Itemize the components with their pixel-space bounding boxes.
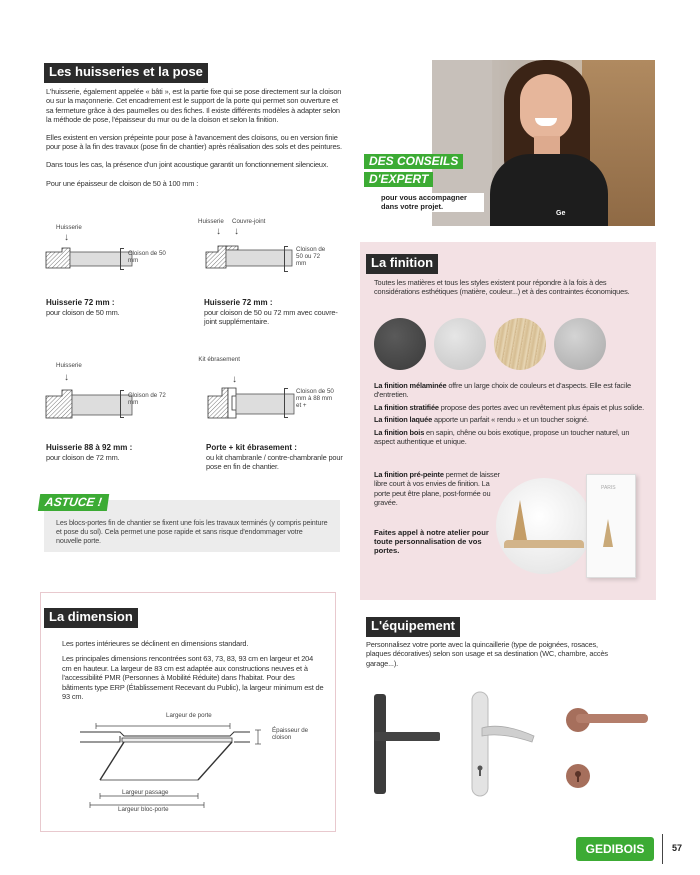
dim-bracket	[120, 248, 124, 270]
huisseries-p2: Elles existent en version prépeinte pour pose à l'avancement des cloisons, ou en version finie pour pose à la fin des travaux (pose fin de chantier) après réalisation des sols et des peintures.	[46, 132, 342, 152]
finition-term: La finition pré-peinte	[374, 470, 444, 479]
diagram-caption-title: Huisserie 72 mm :	[46, 298, 115, 307]
dimension-p1: Les portes intérieures se déclinent en dimensions standard.	[62, 639, 249, 648]
equipement-title: L'équipement	[366, 617, 460, 637]
paris-skyline	[504, 540, 584, 548]
diagram-caption-title: Huisserie 88 à 92 mm :	[46, 443, 133, 452]
diagram-caption-text: pour cloison de 50 ou 72 mm avec couvre-joint supplémentaire.	[204, 308, 338, 327]
diagram-top-label: Huisserie	[198, 218, 224, 225]
handle-black-icon	[366, 690, 442, 800]
label-largeur-porte: Largeur de porte	[166, 712, 212, 719]
diagram-caption-text: pour cloison de 50 mm.	[46, 308, 120, 317]
finition-title: La finition	[366, 254, 438, 274]
expert-line2: D'EXPERT	[364, 172, 433, 187]
astuce-text: Les blocs-portes fin de chantier se fixent une fois les travaux terminés (y compris peinture et pose du sol). Cela permet une pose rapide et sans risque d'endommager votre nouvelle porte.	[56, 518, 328, 546]
frame-section-drawing	[204, 244, 294, 272]
huisseries-p3: Dans tous les cas, la présence d'un joint acoustique garantit un fonctionnement silencieux.	[46, 159, 329, 169]
diagram-top-label: Huisserie	[56, 224, 82, 231]
frame-section-drawing	[206, 386, 296, 422]
astuce-label-text: ASTUCE !	[44, 495, 103, 509]
finition-desc: permet de laisser libre court à vos envies de finition. La porte peut être plane, post-formée ou gravée.	[374, 470, 500, 508]
diagram-top-label: Huisserie	[56, 362, 82, 369]
swatch-concrete	[434, 318, 486, 370]
door-eiffel-icon	[603, 519, 613, 547]
diagram-caption-text: pour cloison de 72 mm.	[46, 453, 120, 462]
label-epaisseur-cloison: Épaisseur de cloison	[272, 727, 309, 742]
finition-term: La finition laquée	[374, 415, 433, 425]
diagram-kit-ebrasement	[196, 356, 356, 476]
person-face	[520, 74, 572, 140]
finition-cta: Faites appel à notre atelier pour toute personnalisation de vos portes.	[374, 528, 489, 556]
finition-desc: apporte un parfait « rendu » et un toucher soigné.	[432, 415, 589, 425]
diagram-caption-title: Huisserie 72 mm :	[204, 298, 273, 307]
arrow-down-icon: ↓	[232, 374, 237, 385]
decor-plate	[496, 478, 592, 574]
finition-desc: en sapin, chêne ou bois exotique, propose un toucher naturel, un aspect authentique et unique.	[374, 427, 630, 447]
diagram-top-label-2: Couvre-joint	[232, 218, 266, 225]
arrow-down-icon: ↓	[64, 372, 69, 383]
swatch-oak-wood	[494, 318, 546, 370]
door-label: PARIS	[601, 485, 616, 491]
finition-term: La finition bois	[374, 427, 425, 437]
label-largeur-passage: Largeur passage	[122, 789, 169, 796]
diagram-huisserie-88-92	[44, 360, 194, 470]
finition-item-melaminee	[374, 381, 644, 400]
finition-term: La finition stratifiée	[374, 402, 439, 412]
label-largeur-bloc: Largeur bloc-porte	[118, 806, 169, 813]
diagram-side-label: Cloison de 50 ou 72 mm	[296, 246, 326, 268]
finition-item-prepeinte	[374, 470, 504, 508]
footer-logo	[576, 837, 654, 861]
diagram-caption-text: ou kit chambranle / contre-chambranle pour pose en fin de chantier.	[206, 453, 343, 472]
door-prepeinte	[586, 474, 636, 578]
equipement-text: Personnalisez votre porte avec la quincaillerie (type de poignées, rosaces, plaques décoratives) selon son usage et sa destination (WC, chambre, accès garage...).	[366, 640, 608, 668]
diagram-caption-title: Porte + kit ébrasement :	[206, 443, 297, 452]
arrow-down-icon: ↓	[64, 232, 69, 243]
finition-desc: offre un large choix de couleurs et d'aspects. Elle est facile d'entretien.	[374, 381, 631, 400]
dimension-text	[62, 639, 324, 707]
finition-intro: Toutes les matières et tous les styles existent pour répondre à la fois à des considérations esthétiques (matière, couleur...) et à des contraintes économiques.	[374, 278, 630, 297]
finition-item-stratifiee	[374, 403, 644, 412]
finition-term: La finition mélaminée	[374, 381, 447, 390]
arrow-down-icon: ↓	[234, 226, 239, 237]
diagram-side-label: Cloison de 50 mm	[128, 250, 166, 265]
arrow-down-icon: ↓	[216, 226, 221, 237]
shirt-logo: Ge	[556, 210, 566, 217]
handle-copper-icon	[560, 704, 650, 794]
finition-item-bois	[374, 428, 644, 447]
diagram-huisserie-72	[44, 222, 194, 327]
expert-sub: pour vous accompagner dans votre projet.	[378, 193, 484, 212]
dimension-title: La dimension	[44, 608, 138, 628]
diagram-top-label: Kit ébrasement	[198, 356, 240, 363]
finition-item-laquee	[374, 415, 644, 424]
handle-chrome-icon	[462, 688, 538, 798]
dim-bracket	[284, 246, 288, 272]
expert-line1: DES CONSEILS	[364, 154, 463, 169]
dim-bracket	[284, 388, 288, 418]
huisseries-text	[46, 87, 346, 194]
person-shirt	[490, 154, 608, 226]
footer-divider	[662, 834, 663, 864]
swatch-dark-grey	[374, 318, 426, 370]
swatch-brushed-metal	[554, 318, 606, 370]
finition-desc: propose des portes avec un revêtement plus épais et plus solide.	[438, 402, 644, 412]
diagram-huisserie-72-couvre-joint	[196, 216, 356, 331]
footer-brand: GEDIBOIS	[585, 842, 645, 856]
dimension-p2: Les principales dimensions rencontrées sont 63, 73, 83, 93 cm en largeur et 204 cm en hauteur. La largeur de 83 cm est adaptée aux constructions neuves et à l'accessibilité PMR (Personnes à Mobilité Réduite) dans l'habitat. Pour des bâtiments type ERP (Établissement Recevant du Public), la largeur minimum est de 93 cm.	[62, 654, 324, 702]
finition-list-upper	[374, 381, 644, 450]
diagram-side-label: Cloison de 50 mm à 88 mm et +	[296, 388, 334, 410]
astuce-label	[38, 494, 109, 511]
huisseries-p1: L'huisserie, également appelée « bâti », est la partie fixe qui se pose directement sur la cloison ou sur la maçonnerie. Cet encadrement est le support de la porte qui permet son ouverture et sa fermeture grâce à des paumelles ou des fiches. Il existe différents modèles à adapter selon la méthode de pose, l'épaisseur du mur ou de la cloison et selon la finition.	[46, 87, 342, 125]
page-number: 57	[672, 843, 683, 853]
huisseries-p4: Pour une épaisseur de cloison de 50 à 100 mm :	[46, 179, 199, 189]
dim-bracket	[120, 390, 124, 418]
diagram-side-label: Cloison de 72 mm	[128, 392, 166, 407]
huisseries-title: Les huisseries et la pose	[44, 63, 208, 83]
